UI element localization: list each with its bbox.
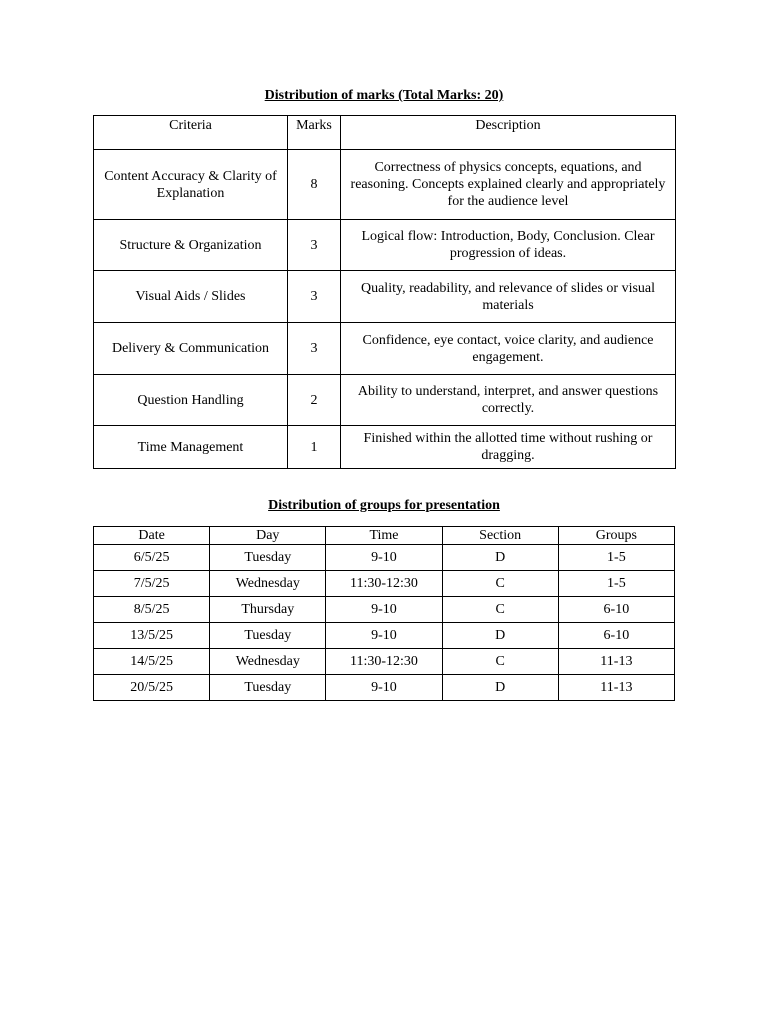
table-row	[94, 597, 675, 623]
groups-distribution-table	[93, 526, 675, 701]
column-header-time: Time	[326, 527, 442, 545]
marks-cell: 3	[288, 271, 341, 323]
table-row	[94, 545, 675, 571]
day-cell: Thursday	[210, 597, 326, 623]
day-cell: Tuesday	[210, 675, 326, 701]
date-cell: 6/5/25	[94, 545, 210, 571]
marks-cell: 8	[288, 150, 341, 220]
table-row	[94, 375, 676, 426]
groups-distribution-title	[0, 498, 768, 514]
criteria-cell: Time Management	[94, 426, 288, 469]
criteria-cell: Delivery & Communication	[94, 323, 288, 375]
groups-cell: 11-13	[558, 675, 674, 701]
table-row	[94, 675, 675, 701]
time-cell: 9-10	[326, 623, 442, 649]
time-cell: 9-10	[326, 545, 442, 571]
section-cell: D	[442, 545, 558, 571]
description-cell: Ability to understand, interpret, and answer questions correctly.	[341, 375, 676, 426]
groups-cell: 6-10	[558, 597, 674, 623]
column-header-marks: Marks	[288, 116, 341, 150]
day-cell: Tuesday	[210, 545, 326, 571]
section-cell: D	[442, 675, 558, 701]
day-cell: Wednesday	[210, 571, 326, 597]
marks-distribution-title-text: Distribution of marks (Total Marks: 20)	[264, 88, 504, 103]
criteria-cell: Structure & Organization	[94, 220, 288, 271]
table-row	[94, 649, 675, 675]
column-header-section: Section	[442, 527, 558, 545]
section-cell: C	[442, 649, 558, 675]
column-header-day: Day	[210, 527, 326, 545]
time-cell: 9-10	[326, 675, 442, 701]
column-header-description: Description	[341, 116, 676, 150]
criteria-cell: Visual Aids / Slides	[94, 271, 288, 323]
marks-cell: 3	[288, 220, 341, 271]
date-cell: 20/5/25	[94, 675, 210, 701]
groups-table-header-row	[94, 527, 675, 545]
description-cell: Quality, readability, and relevance of slides or visual materials	[341, 271, 676, 323]
table-row	[94, 623, 675, 649]
table-row	[94, 426, 676, 469]
groups-distribution-title-text: Distribution of groups for presentation	[268, 498, 500, 513]
table-row	[94, 150, 676, 220]
column-header-date: Date	[94, 527, 210, 545]
groups-cell: 11-13	[558, 649, 674, 675]
criteria-cell: Content Accuracy & Clarity of Explanation	[94, 150, 288, 220]
groups-cell: 1-5	[558, 571, 674, 597]
date-cell: 8/5/25	[94, 597, 210, 623]
time-cell: 11:30-12:30	[326, 571, 442, 597]
section-cell: D	[442, 623, 558, 649]
groups-cell: 1-5	[558, 545, 674, 571]
description-cell: Logical flow: Introduction, Body, Conclusion. Clear progression of ideas.	[341, 220, 676, 271]
marks-cell: 3	[288, 323, 341, 375]
section-cell: C	[442, 597, 558, 623]
marks-cell: 1	[288, 426, 341, 469]
column-header-criteria: Criteria	[94, 116, 288, 150]
table-row	[94, 220, 676, 271]
criteria-cell: Question Handling	[94, 375, 288, 426]
column-header-groups: Groups	[558, 527, 674, 545]
table-row	[94, 323, 676, 375]
description-cell: Confidence, eye contact, voice clarity, and audience engagement.	[341, 323, 676, 375]
marks-cell: 2	[288, 375, 341, 426]
time-cell: 9-10	[326, 597, 442, 623]
day-cell: Wednesday	[210, 649, 326, 675]
date-cell: 7/5/25	[94, 571, 210, 597]
date-cell: 13/5/25	[94, 623, 210, 649]
table-row	[94, 571, 675, 597]
marks-distribution-title	[0, 88, 768, 104]
time-cell: 11:30-12:30	[326, 649, 442, 675]
description-cell: Finished within the allotted time without rushing or dragging.	[341, 426, 676, 469]
date-cell: 14/5/25	[94, 649, 210, 675]
marks-table-header-row	[94, 116, 676, 150]
section-cell: C	[442, 571, 558, 597]
marks-distribution-table	[93, 115, 676, 469]
groups-cell: 6-10	[558, 623, 674, 649]
table-row	[94, 271, 676, 323]
description-cell: Correctness of physics concepts, equations, and reasoning. Concepts explained clearly and appropriately for the audience level	[341, 150, 676, 220]
day-cell: Tuesday	[210, 623, 326, 649]
